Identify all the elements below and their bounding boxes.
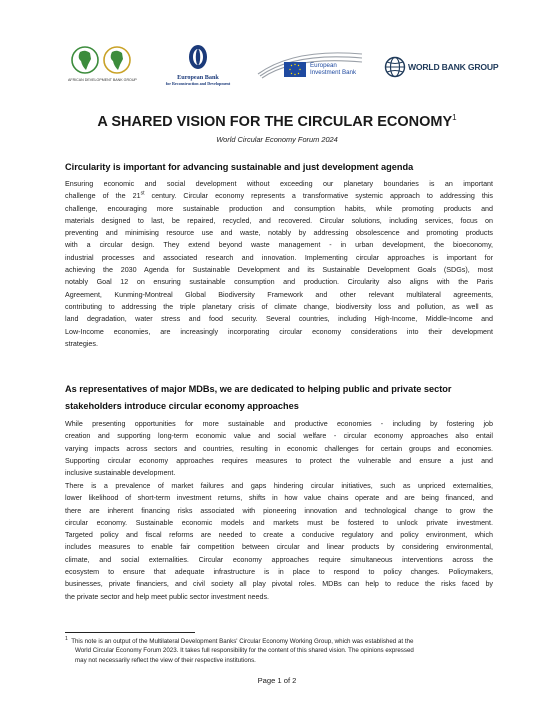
section2-heading-line1: As representatives of major MDBs, we are dedicated to helping public and private sector <box>65 384 452 394</box>
section1-heading: Circularity is important for advancing sustainable and just development agenda <box>65 162 414 172</box>
afdb-logo <box>68 44 137 90</box>
eib-logo <box>254 44 370 90</box>
partner-logos <box>62 44 502 90</box>
footnote-mark: 1 <box>65 636 68 642</box>
section1-paragraph <box>65 178 493 350</box>
globe-icon <box>384 56 406 78</box>
world-bank-logo <box>384 44 502 90</box>
text-line <box>65 190 493 202</box>
text-line: businesses, private financiers, and civil society all play pivotal roles. MDBs can help to reduce the risks faced by <box>65 580 493 589</box>
footnote-text: This note is an output of the Multilateral Development Banks' Circular Economy Working Group, which was established at the <box>71 638 414 646</box>
ordinal-suffix: st <box>140 190 145 197</box>
ebrd-logo <box>158 44 238 90</box>
footnote-line <box>65 635 495 646</box>
text-line: lower likelihood of short-term investment returns, shifts in how value chains operate and are being financed, and <box>65 494 493 503</box>
text-line: the private sector and help meet public sector investment needs. <box>65 592 270 601</box>
text-line: climate, and social externalities. Circular economy approaches require simultaneous interventions across the <box>65 555 493 564</box>
page-title <box>0 113 554 130</box>
text-line: Ensuring economic and social development without exceeding our planetary boundaries is an important <box>65 180 493 188</box>
text-line: contributing to addressing the triple planetary crisis of climate change, biodiversity loss and pollution, as well as <box>65 302 493 311</box>
text-line: challenge, encouraging more sustainable production and consumption habits, while promoting products and <box>65 204 493 213</box>
text-line: materials designed to last, be repaired, recycled, and recovered. Circular solutions, including services, focus on <box>65 216 493 225</box>
footnote-line: may not necessarily reflect the view of their respective institutions. <box>75 656 256 664</box>
ebrd-name: European Bank <box>177 74 219 81</box>
text-line: creation and supporting long-term economic value and social welfare - circular economy approaches also entail <box>65 432 493 441</box>
eib-name-line2: Investment Bank <box>310 69 357 76</box>
text-line: includes measures to enable fair competition between circular and linear products by considering environmental, <box>65 543 493 552</box>
page-number: Page 1 of 2 <box>257 676 297 685</box>
text-line: preventing and minimising resource use and waste, notably by addressing obsolescence and promoting products <box>65 229 493 238</box>
text-line: ecosystem to ensure that adequate infrastructure is in place to respond to policy changes. Policymakers, <box>65 568 493 577</box>
afdb-emblem-icon <box>68 44 134 78</box>
section2-paragraph-1 <box>65 418 493 479</box>
footnote-divider <box>65 632 195 633</box>
text-line: Low-Income economies, are increasingly incorporating circular economy considerations into their development <box>65 327 493 336</box>
eib-name-line1: European <box>310 62 337 69</box>
section2-heading-line2: stakeholders introduce circular economy approaches <box>65 401 299 411</box>
text-line: varying impacts across sectors and countries, resulting in economic challenges for certain groups and economies. <box>65 444 493 453</box>
text-line: Agreement, Kunming-Montreal Global Biodiversity Framework and other relevant multilateral agreements, <box>65 290 493 299</box>
text-line: Supporting circular economy approaches requires measures to protect the vulnerable and ensure a just and <box>65 456 493 465</box>
text-fragment: century. Circular economy represents a transformative systemic approach to addressing this <box>144 192 493 201</box>
text-line: notably Goal 12 on ensuring sustainable consumption and production. Circularity also aligns with the Paris <box>65 278 493 287</box>
footnote-line: World Circular Economy Forum 2023. It takes full responsibility for the content of this shared vision. The opinions expressed <box>75 647 414 655</box>
text-line: land degradation, water stress and food security. Several countries, including High-Income, Middle-Income and <box>65 315 493 324</box>
title-text: A SHARED VISION FOR THE CIRCULAR ECONOMY <box>97 113 453 130</box>
footnote <box>65 635 495 665</box>
text-line: There is a prevalence of market failures and gaps hindering circular initiatives, such as unpriced externalities, <box>65 482 493 490</box>
text-line: Targeted policy and fiscal reforms are needed to create a conducive regulatory and policy environment, which <box>65 531 493 540</box>
text-line: While presenting opportunities for more sustainable and productive economies - including by fostering job <box>65 420 493 428</box>
ebrd-subname: for Reconstruction and Development <box>165 81 231 86</box>
page-subtitle: World Circular Economy Forum 2024 <box>216 135 338 144</box>
text-line: achieving the 2030 Agenda for Sustainable Development and its Sustainable Development Goals (SDGs), most <box>65 266 493 275</box>
text-line: circular economy. Sustainable economic models and markets must be fostered to unlock private investment. <box>65 518 493 527</box>
title-footnote-mark: 1 <box>452 113 457 122</box>
section2-heading <box>65 381 495 415</box>
text-line: industrial processes and associated research and innovation. Implementing circular approaches is important for <box>65 253 493 262</box>
ebrd-emblem-icon <box>158 44 238 72</box>
section2-paragraph-2 <box>65 480 493 603</box>
text-line: there are inherent financing risks associated with pioneering innovation and technological change to grow the <box>65 506 493 515</box>
text-line: inclusive sustainable development. <box>65 469 176 478</box>
afdb-label: AFRICAN DEVELOPMENT BANK GROUP <box>68 78 137 82</box>
world-bank-name: WORLD BANK GROUP <box>408 62 499 72</box>
text-line: strategies. <box>65 339 98 348</box>
text-fragment: challenge of the 21 <box>65 192 141 201</box>
text-line: with a circular design. They extend beyond waste management - in urban development, the bioeconomy, <box>65 241 493 250</box>
